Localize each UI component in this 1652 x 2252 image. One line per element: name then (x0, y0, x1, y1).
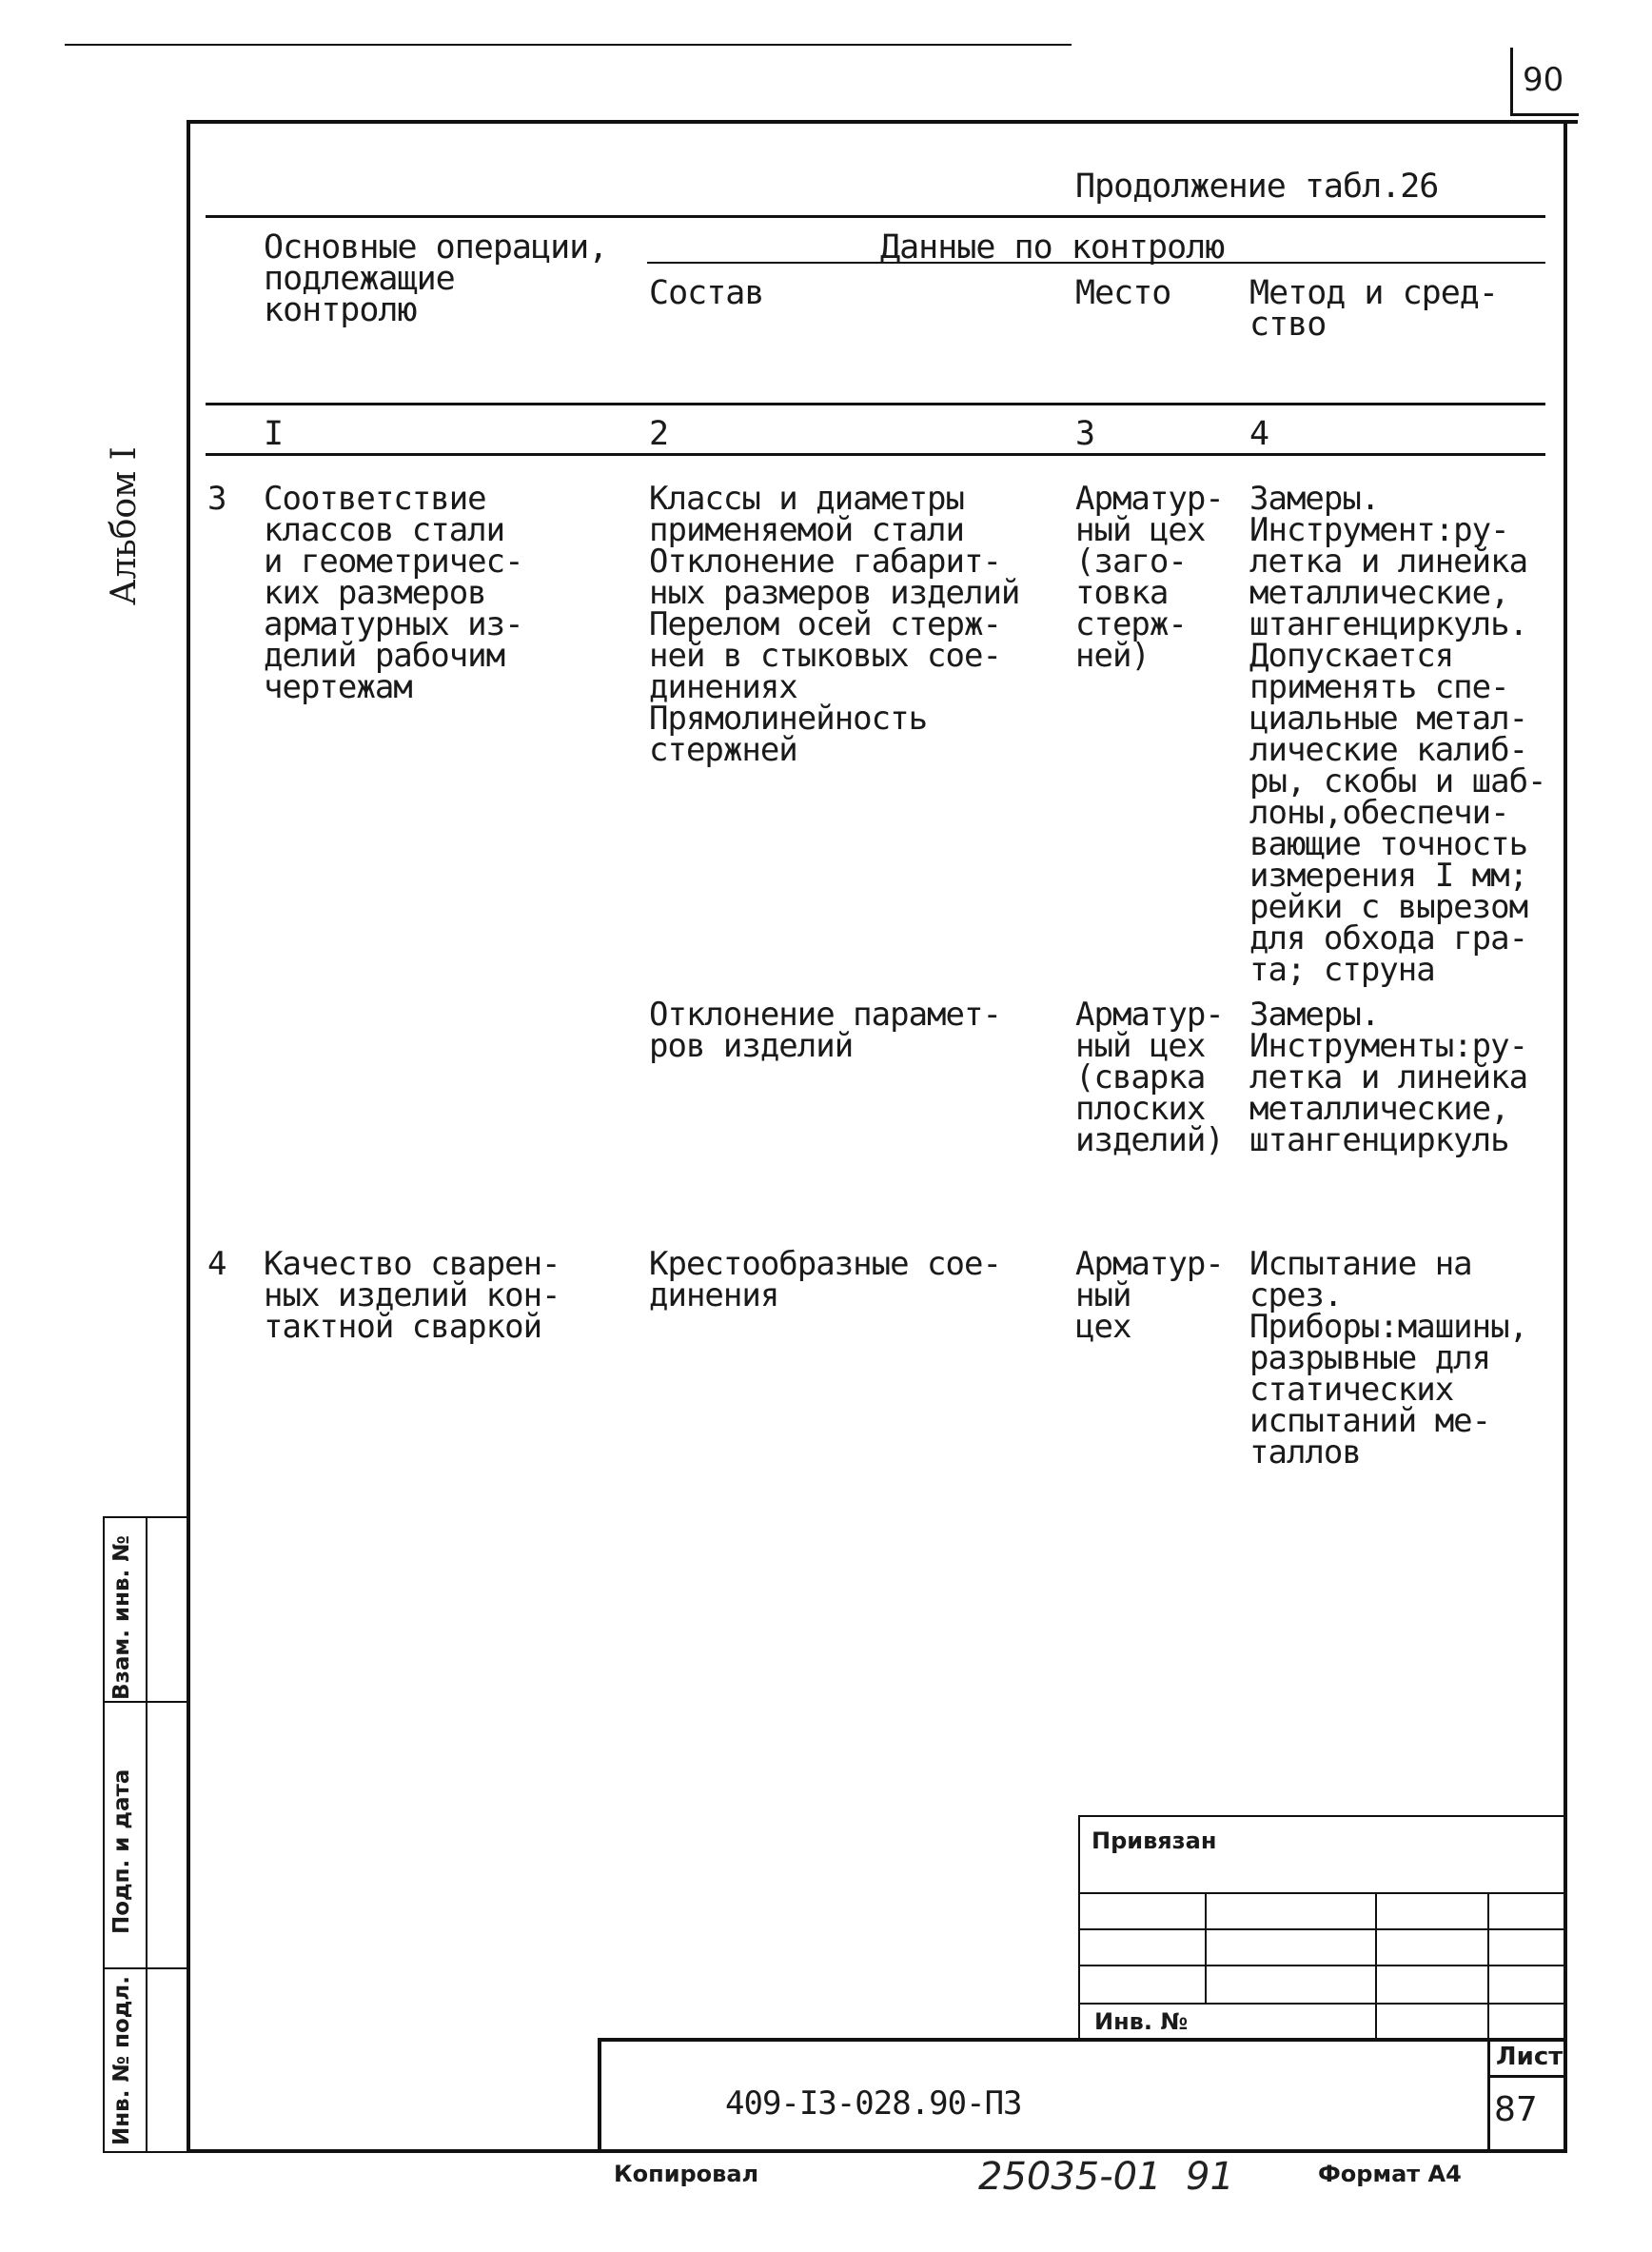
row-4-method: Испытание на срез. Приборы:машины, разрывные для статических испытаний ме- таллов (1249, 1245, 1528, 1472)
row-4-operation: Качество сварен- ных изделий кон- тактной сваркой (264, 1245, 560, 1346)
list-number: 87 (1494, 2090, 1538, 2129)
row-4-number: 4 (207, 1245, 226, 1283)
grid-h1 (1078, 1928, 1567, 1930)
col-number-1: I (264, 415, 284, 453)
col-number-3: 3 (1075, 415, 1095, 453)
row-3-place: Арматур- ный цех (заго- товка стерж- ней) (1075, 480, 1224, 675)
format-label: Формат А4 (1318, 2161, 1462, 2187)
privyazan-label: Привязан (1092, 1827, 1217, 1854)
header-col-place: Место (1075, 274, 1171, 312)
row-3-method: Замеры. Инструмент:ру- летка и линейка металлические, штангенциркуль. Допускается применять спе- циальные метал- лические калиб- ры, скобы и шаб- лоны,обеспечи- вающие точность измерения I мм; рейки с вырезом для обхода гра- та; струна (1249, 480, 1546, 989)
handwritten-number: 25035-01 91 (978, 2155, 1234, 2199)
kopiroval-label: Копировал (614, 2161, 759, 2187)
side-stamp-podp-label: Подп. и дата (109, 1768, 134, 1934)
row-3-composition: Классы и диаметры применяемой стали Отклонение габарит- ных размеров изделий Перелом осей стерж- ней в стыковых сое- динениях Прямолинейность стержней (649, 480, 1020, 769)
main-stamp-list-hrule (1487, 2075, 1567, 2078)
row-3-number: 3 (207, 480, 226, 518)
numbers-rule (206, 453, 1545, 456)
row-3b-method: Замеры. Инструменты:ру- летка и линейка металлические, штангенциркуль (1249, 996, 1528, 1159)
row-3b-composition: Отклонение парамет- ров изделий (649, 996, 1001, 1065)
row-4-composition: Крестообразные сое- динения (649, 1245, 1001, 1314)
sheet-number-top: 90 (1523, 61, 1564, 99)
header-group-control: Данные по контролю (880, 228, 1225, 267)
header-rule-top (206, 215, 1545, 218)
side-stamp-vzam-label: Взам. инв. № (109, 1535, 134, 1700)
frame-top (187, 120, 1578, 124)
album-label: Альбом I (105, 446, 144, 605)
grid-h3 (1078, 2003, 1567, 2005)
col-number-2: 2 (649, 415, 669, 453)
top-rule (65, 44, 1072, 46)
header-rule-bottom (206, 403, 1545, 405)
row-3b-place: Арматур- ный цех (сварка плоских изделий) (1075, 996, 1224, 1159)
document-code: 409-I3-028.90-ПЗ (725, 2084, 1022, 2123)
header-col-operations: Основные операции, подлежащие контролю (264, 228, 608, 329)
col-number-4: 4 (1249, 415, 1269, 453)
main-stamp-list-divider (1487, 2038, 1490, 2153)
continuation-label: Продолжение табл.26 (1075, 168, 1439, 206)
list-label: Лист (1496, 2043, 1564, 2071)
grid-v1 (1205, 1892, 1207, 2005)
inv-no-label: Инв. № (1094, 2008, 1189, 2035)
row-3-operation: Соответствие классов стали и геометричес- ких размеров арматурных из- делий рабочим чертежам (264, 480, 523, 706)
header-col-composition: Состав (649, 274, 764, 312)
grid-h2 (1078, 1965, 1567, 1966)
row-4-place: Арматур- ный цех (1075, 1245, 1224, 1346)
header-col-method: Метод и сред- ство (1249, 274, 1498, 344)
side-stamp-inv-label: Инв. № подл. (109, 1976, 134, 2145)
